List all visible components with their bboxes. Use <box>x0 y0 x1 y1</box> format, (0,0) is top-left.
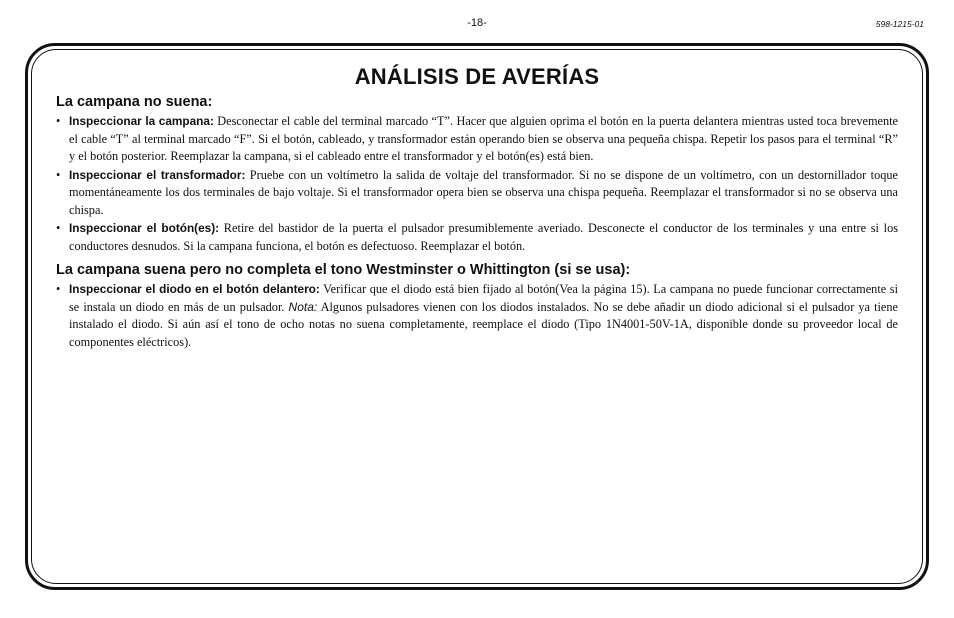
troubleshooting-content <box>56 93 898 352</box>
item-text: Pruebe con un voltímetro la salida de voltaje del transformador. Si no se dispone de un voltímetro, con un destornillador toque momentáneamente los dos terminales de bajo voltaje. Si el transformador opera bien se observa una chispa pequeña. Reemplazar el transformador si no se observa una chispa. <box>69 167 898 217</box>
bullet: • <box>56 221 61 235</box>
item-lead: Inspeccionar el diodo en el botón delantero: <box>69 282 320 296</box>
item-lead: Inspeccionar la campana: <box>69 114 214 128</box>
bullet: • <box>56 167 61 182</box>
list-item-button <box>56 220 898 255</box>
bullet: • <box>56 282 61 296</box>
item-lead: Inspeccionar el botón(es): <box>69 221 220 235</box>
list-item-chime <box>56 113 898 166</box>
item-text: Retire del bastidor de la puerta el pulsador presumiblemente averiado. Desconecte el conductor de los terminales y una entre si los conductores desnudos. Si la campana funciona, el botón es defectuoso. Reemplazar el botón. <box>69 221 898 253</box>
bullet: • <box>56 114 61 128</box>
section-heading-no-ring: La campana no suena: <box>56 94 213 110</box>
list-item-diode <box>56 281 898 351</box>
item-text-after-note: Algunos pulsadores vienen con los diodos instalados. No se debe añadir un diodo adicional si el pulsador ya tiene instalado el diodo. Si aún así el tono de ocho notas no suena completamente, reemplace el diodo (Tipo 1N4001-50V-1A, disponible donde su proveedor local de componentes eléctricos). <box>69 299 898 349</box>
item-lead: Inspeccionar el transformador: <box>69 167 246 182</box>
incomplete-tone-list <box>56 281 898 351</box>
document-code: 598-1215-01 <box>875 19 924 29</box>
item-text: Desconectar el cable del terminal marcado “T”. Hacer que alguien oprima el botón en la puerta delantera mientras usted toca brevemente el cable “T” al terminal marcado “F”. Si el botón, cableado, y transformador están operando bien se observa una pequeña chispa. Repetir los pasos para el terminal “R” y el botón posterior. Reemplazar la campana, si el cableado entre el transformador y el botón(es) está bien. <box>69 114 898 163</box>
item-text: Verificar que el diodo está bien fijado al botón(Vea la página 15). La campana no puede funcionar correctamente si se instala un diodo en más de un pulsador. <box>69 282 898 314</box>
section-heading-incomplete-tone: La campana suena pero no completa el tono Westminster o Whittington (si se usa): <box>56 262 631 278</box>
note-label: Nota: <box>288 299 318 314</box>
list-item-transformer <box>56 167 898 220</box>
page-number: -18- <box>467 17 487 29</box>
page-title: ANÁLISIS DE AVERÍAS <box>354 64 600 89</box>
no-ring-list <box>56 113 898 255</box>
